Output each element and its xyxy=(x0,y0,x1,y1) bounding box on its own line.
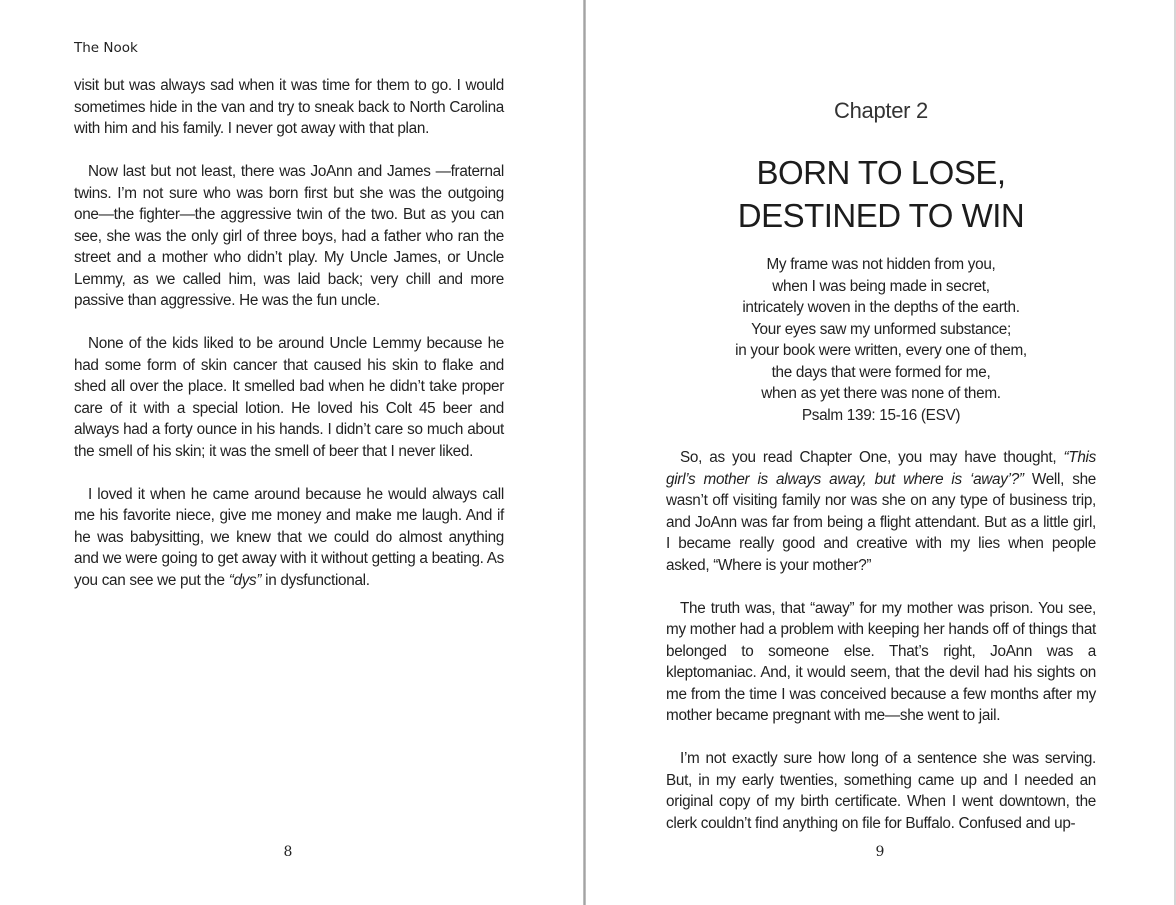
epigraph-line: when I was being made in secret, xyxy=(772,277,990,295)
page-number: 9 xyxy=(875,844,885,860)
emphasis-text: “dys” xyxy=(228,571,262,589)
paragraph-text: Well, she wasn’t off visiting family nor was she on any type of business trip, and JoAnn was far from being a flight attendant. But as a little girl, I became really good and creative with my lies when people asked, “Where is your mother?” xyxy=(666,470,1096,574)
paragraph xyxy=(666,447,1096,576)
epigraph xyxy=(666,254,1096,426)
chapter-title xyxy=(666,151,1096,237)
paragraph-text: I loved it when he came around because he would always call me his favorite niece, give me money and make me laugh. And if he was babysitting, we knew that we could do almost anything and we were going to get away with it without getting a beating. As you can see we put the xyxy=(74,485,504,589)
epigraph-line: Your eyes saw my unformed substance; xyxy=(751,320,1011,338)
paragraph-text: in dysfunctional. xyxy=(261,571,370,589)
right-page xyxy=(586,0,1174,905)
epigraph-line: when as yet there was none of them. xyxy=(761,385,1001,402)
epigraph-line: the days that were formed for me, xyxy=(771,363,991,381)
epigraph-line: intricately woven in the depths of the earth. xyxy=(742,299,1020,316)
epigraph-citation: Psalm 139: 15-16 (ESV) xyxy=(801,406,961,424)
left-body-text xyxy=(74,75,504,613)
paragraph xyxy=(74,484,504,592)
page-number: 8 xyxy=(283,844,293,860)
paragraph: visit but was always sad when it was time for them to go. I would sometimes hide in the van and try to sneak back to North Carolina with him and his family. I never got away with that plan. xyxy=(74,77,504,137)
left-page xyxy=(0,0,583,905)
paragraph: Now last but not least, there was JoAnn and James —fraternal twins. I’m not sure who was born first but she was the outgoing one—the fighter—the aggressive twin of the two. But as you can see, she was the only girl of three boys, had a father who ran the street and a mother who didn’t play. My Uncle James, or Uncle Lemmy, as we called him, was laid back; very chill and more passive than aggressive. He was the fun uncle. xyxy=(74,163,504,309)
chapter-label: Chapter 2 xyxy=(834,98,928,123)
paragraph: None of the kids liked to be around Uncle Lemmy because he had some form of skin cancer that caused his skin to flake and shed all over the place. It smelled bad when he didn’t take proper care of it with a special lotion. He loved his Colt 45 beer and always had a forty ounce in his hands. I didn’t care so much about the smell of his skin; it was the smell of beer that I never liked. xyxy=(74,335,504,460)
epigraph-line: in your book were written, every one of them, xyxy=(735,342,1027,359)
chapter-title-line: BORN TO LOSE, xyxy=(756,154,1006,191)
emphasis-text: “This girl’s mother is always away, but where is ‘away’?” xyxy=(666,449,1096,488)
paragraph: I’m not exactly sure how long of a sentence she was serving. But, in my early twenties, something came up and I needed an original copy of my birth certificate. When I went downtown, the clerk couldn’t find anything on file for Buffalo. Confused and up- xyxy=(666,750,1096,832)
running-header: The Nook xyxy=(74,40,138,56)
chapter-title-line: DESTINED TO WIN xyxy=(737,197,1025,234)
right-body-text xyxy=(666,447,1096,856)
epigraph-line: My frame was not hidden from you, xyxy=(766,256,996,273)
paragraph: The truth was, that “away” for my mother was prison. You see, my mother had a problem with keeping her hands off of things that belonged to someone else. That’s right, JoAnn was a kleptomaniac. And, it would seem, that the devil had his sights on me from the time I was conceived because a few months after my mother became pregnant with me—she went to jail. xyxy=(666,599,1096,724)
paragraph-text: So, as you read Chapter One, you may have thought, xyxy=(680,449,1064,466)
